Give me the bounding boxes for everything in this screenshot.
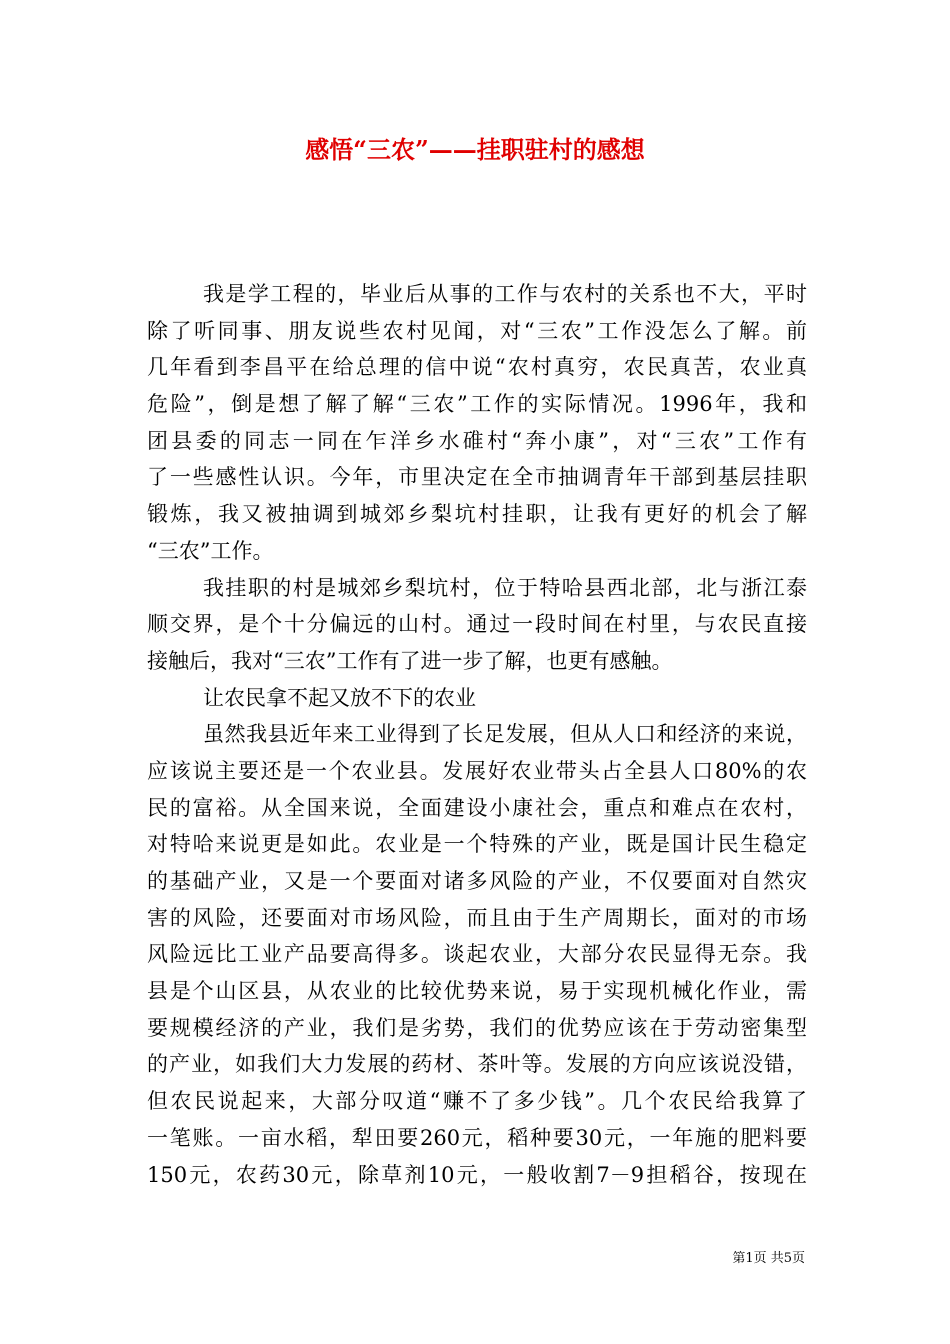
text-line: 我挂职的村是城郊乡梨坑村，位于特哈县西北部，北与浙江泰 [203,575,807,600]
page-title: 感悟“三农”——挂职驻村的感想 [305,135,645,164]
text-line: 了一些感性认识。今年，市里决定在全市抽调青年干部到基层挂职 [147,465,807,490]
text-line: 顺交界，是个十分偏远的山村。通过一段时间在村里，与农民直接 [147,612,807,637]
text-line: 民的富裕。从全国来说，全面建设小康社会，重点和难点在农村， [147,795,807,820]
text-line: 对特哈来说更是如此。农业是一个特殊的产业，既是国计民生稳定 [147,832,807,857]
text-line: 风险远比工业产品要高得多。谈起农业，大部分农民显得无奈。我 [147,942,807,967]
text-line: 要规模经济的产业，我们是劣势，我们的优势应该在于劳动密集型 [147,1015,807,1040]
text-line: 虽然我县近年来工业得到了长足发展，但从人口和经济的来说， [203,722,807,747]
text-line: 一笔账。一亩水稻，犁田要260元，稻种要30元，一年施的肥料要 [147,1125,807,1150]
text-line: 150元，农药30元，除草剂10元，一般收割7－9担稻谷，按现在 [147,1162,807,1187]
text-line: 除了听同事、朋友说些农村见闻，对“三农”工作没怎么了解。前 [147,318,807,343]
text-line: 害的风险，还要面对市场风险，而且由于生产周期长，面对的市场 [147,905,807,930]
text-line: 几年看到李昌平在给总理的信中说“农村真穷，农民真苦，农业真 [147,355,807,380]
text-line: 危险”，倒是想了解了解“三农”工作的实际情况。1996年，我和 [147,392,807,417]
text-line: 锻炼，我又被抽调到城郊乡梨坑村挂职，让我有更好的机会了解 [147,502,807,527]
text-line: 接触后，我对“三农”工作有了进一步了解，也更有感触。 [147,648,673,673]
text-line: “三农”工作。 [147,538,274,563]
text-line: 的基础产业，又是一个要面对诸多风险的产业，不仅要面对自然灾 [147,869,807,893]
text-line: 我是学工程的，毕业后从事的工作与农村的关系也不大，平时 [203,282,807,306]
text-line: 县是个山区县，从农业的比较优势来说，易于实现机械化作业，需 [147,979,807,1004]
body-text [147,276,807,1193]
section-heading: 让农民拿不起又放不下的农业 [203,685,476,710]
text-line: 的产业，如我们大力发展的药材、茶叶等。发展的方向应该说没错， [147,1052,807,1077]
text-line: 团县委的同志一同在乍洋乡水碓村“奔小康”，对“三农”工作有 [147,428,807,453]
text-line: 应该说主要还是一个农业县。发展好农业带头占全县人口80%的农 [147,758,807,783]
page-number: 第1页 共5页 [732,1251,805,1266]
text-line: 但农民说起来，大部分叹道“赚不了多少钱”。几个农民给我算了 [147,1089,807,1114]
